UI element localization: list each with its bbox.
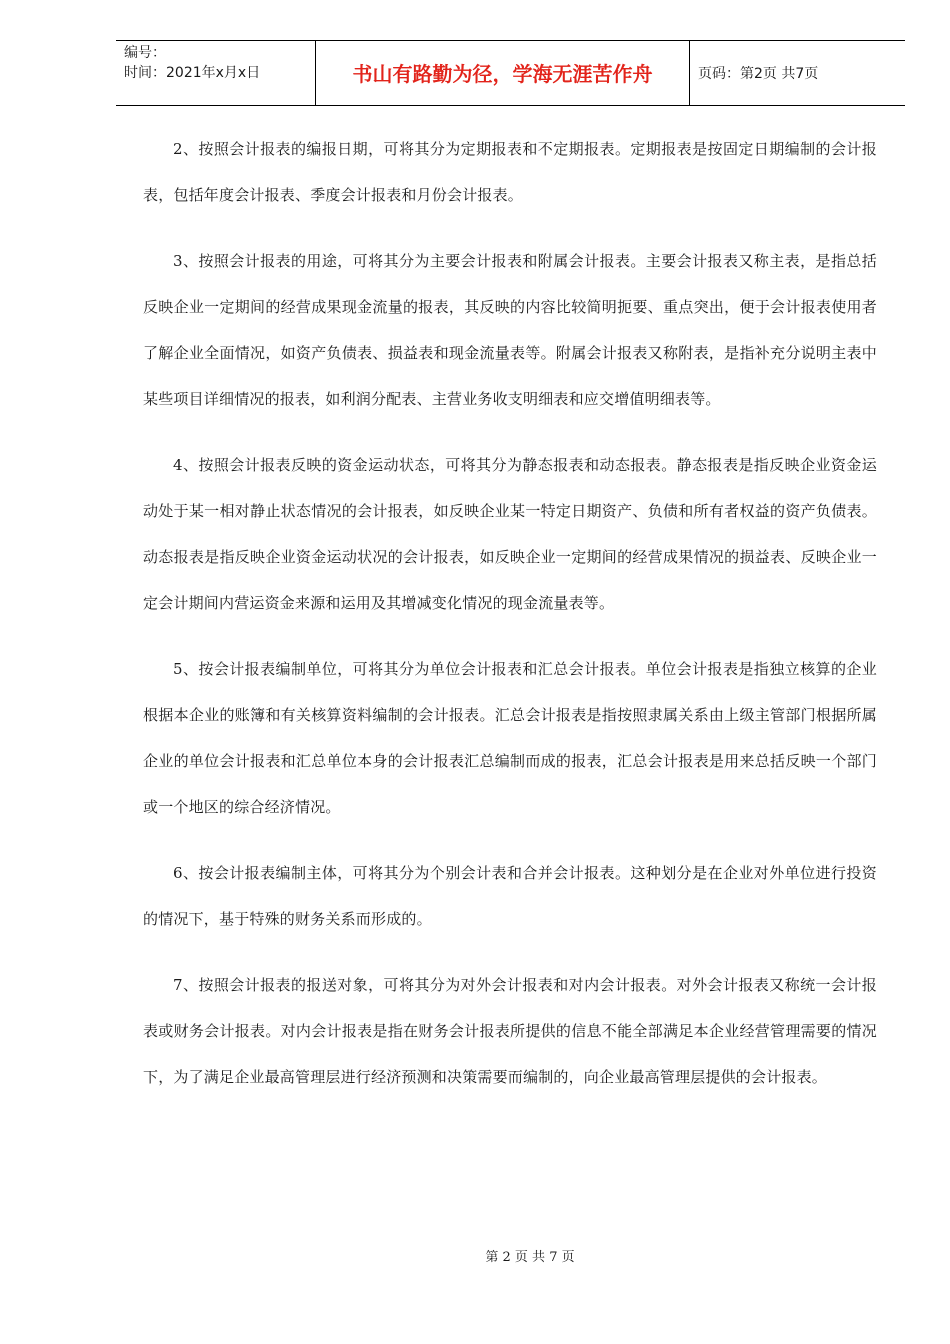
document-body: [143, 126, 877, 1120]
time-label: 时间：2021年x月x日: [124, 65, 261, 81]
header-page-info: 页码：第2页 共7页: [698, 66, 819, 82]
paragraph: 7、按照会计报表的报送对象，可将其分为对外会计报表和对内会计报表。对外会计报表又称统一会计报表或财务会计报表。对内会计报表是指在财务会计报表所提供的信息不能全部满足本企业经营管理需要的情况下，为了满足企业最高管理层进行经济预测和决策需要而编制的，向企业最高管理层提供的会计报表。: [143, 976, 877, 1086]
paragraph: 3、按照会计报表的用途，可将其分为主要会计报表和附属会计报表。主要会计报表又称主表，是指总括反映企业一定期间的经营成果现金流量的报表，其反映的内容比较简明扼要、重点突出，便于会计报表使用者了解企业全面情况，如资产负债表、损益表和现金流量表等。附属会计报表又称附表，是指补充分说明主表中某些项目详细情况的报表，如利润分配表、主营业务收支明细表和应交增值明细表等。: [143, 252, 877, 408]
page-footer: 第 2 页 共 7 页: [485, 1250, 575, 1265]
header-meta: [116, 41, 316, 105]
paragraph: 6、按会计报表编制主体，可将其分为个别会计表和合并会计报表。这种划分是在企业对外单位进行投资的情况下，基于特殊的财务关系而形成的。: [143, 864, 877, 928]
header-motto: 书山有路勤为径，学海无涯苦作舟: [316, 41, 690, 105]
paragraph: 4、按照会计报表反映的资金运动状态，可将其分为静态报表和动态报表。静态报表是指反映企业资金运动处于某一相对静止状态情况的会计报表，如反映企业某一特定日期资产、负债和所有者权益的资产负债表。动态报表是指反映企业资金运动状况的会计报表，如反映企业一定期间的经营成果情况的损益表、反映企业一定会计期间内营运资金来源和运用及其增减变化情况的现金流量表等。: [143, 456, 877, 612]
document-header: [116, 40, 905, 106]
paragraph: 5、按会计报表编制单位，可将其分为单位会计报表和汇总会计报表。单位会计报表是指独立核算的企业根据本企业的账簿和有关核算资料编制的会计报表。汇总会计报表是指按照隶属关系由上级主管部门根据所属企业的单位会计报表和汇总单位本身的会计报表汇总编制而成的报表，汇总会计报表是用来总括反映一个部门或一个地区的综合经济情况。: [143, 660, 877, 816]
paragraph: 2、按照会计报表的编报日期，可将其分为定期报表和不定期报表。定期报表是按固定日期编制的会计报表，包括年度会计报表、季度会计报表和月份会计报表。: [143, 140, 877, 204]
serial-label: 编号：: [124, 45, 166, 61]
